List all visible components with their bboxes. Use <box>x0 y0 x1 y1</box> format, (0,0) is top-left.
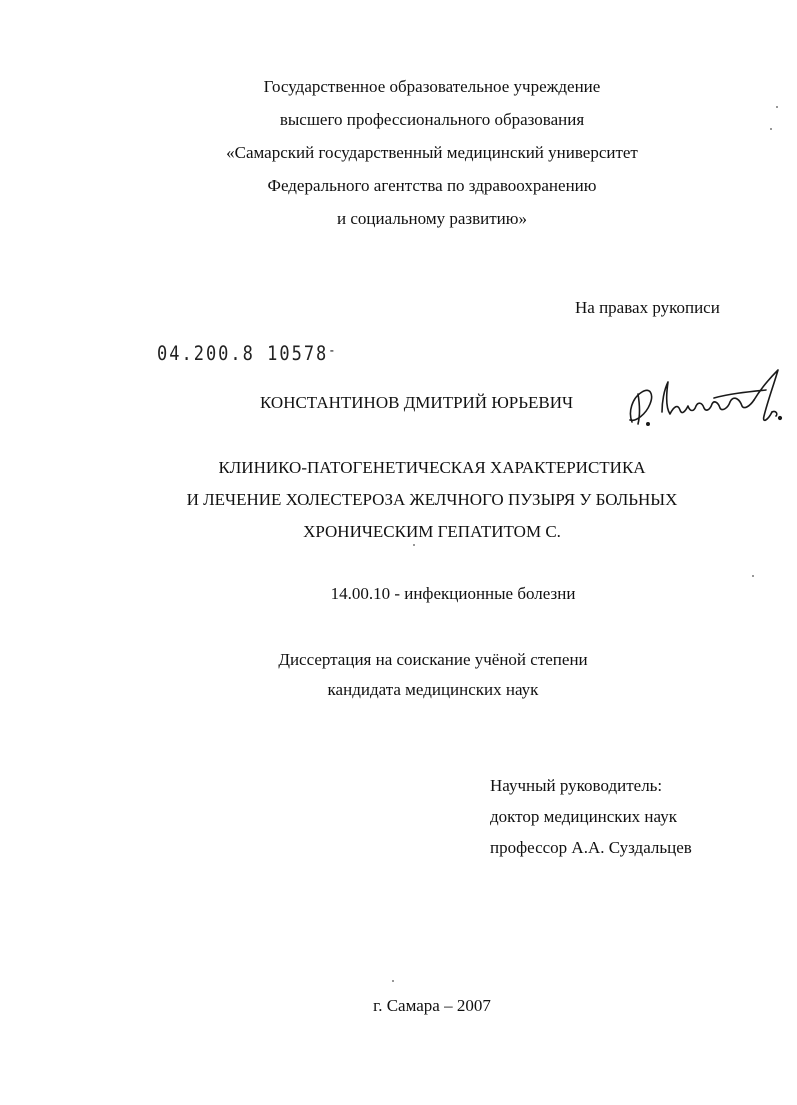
author-name: КОНСТАНТИНОВ ДМИТРИЙ ЮРЬЕВИЧ <box>260 393 574 412</box>
specialty-code: 14.00.10 - инфекционные болезни <box>330 584 576 603</box>
scan-speck <box>776 106 778 108</box>
title-line: ХРОНИЧЕСКИМ ГЕПАТИТОМ С. <box>303 522 561 541</box>
scan-speck <box>413 544 415 546</box>
stamp-number: 04.200.8 10578 <box>157 342 329 366</box>
supervisor-line: профессор А.А. Суздальцев <box>490 838 692 857</box>
supervisor-line: Научный руководитель: <box>490 776 663 795</box>
scan-speck <box>752 575 754 577</box>
header-line: «Самарский государственный медицинский университет <box>226 143 638 162</box>
manuscript-note: На правах рукописи <box>575 298 720 317</box>
supervisor-line: доктор медицинских наук <box>490 807 677 826</box>
header-line: Федерального агентства по здравоохранению <box>267 176 597 195</box>
degree-line: Диссертация на соискание учёной степени <box>278 650 588 669</box>
stamp-dash: - <box>328 342 338 359</box>
header-line: высшего профессионального образования <box>279 110 585 129</box>
signature <box>618 360 793 440</box>
title-line: И ЛЕЧЕНИЕ ХОЛЕСТЕРОЗА ЖЕЛЧНОГО ПУЗЫРЯ У БОЛЬНЫХ <box>186 490 678 509</box>
scan-speck <box>392 980 394 982</box>
scan-speck <box>770 128 772 130</box>
header-line: и социальному развитию» <box>337 209 527 228</box>
place-year: г. Самара – 2007 <box>373 996 491 1015</box>
library-stamp <box>157 343 338 366</box>
degree-line: кандидата медицинских наук <box>327 680 539 699</box>
title-line: КЛИНИКО-ПАТОГЕНЕТИЧЕСКАЯ ХАРАКТЕРИСТИКА <box>218 458 646 477</box>
header-line: Государственное образовательное учреждение <box>263 77 601 96</box>
